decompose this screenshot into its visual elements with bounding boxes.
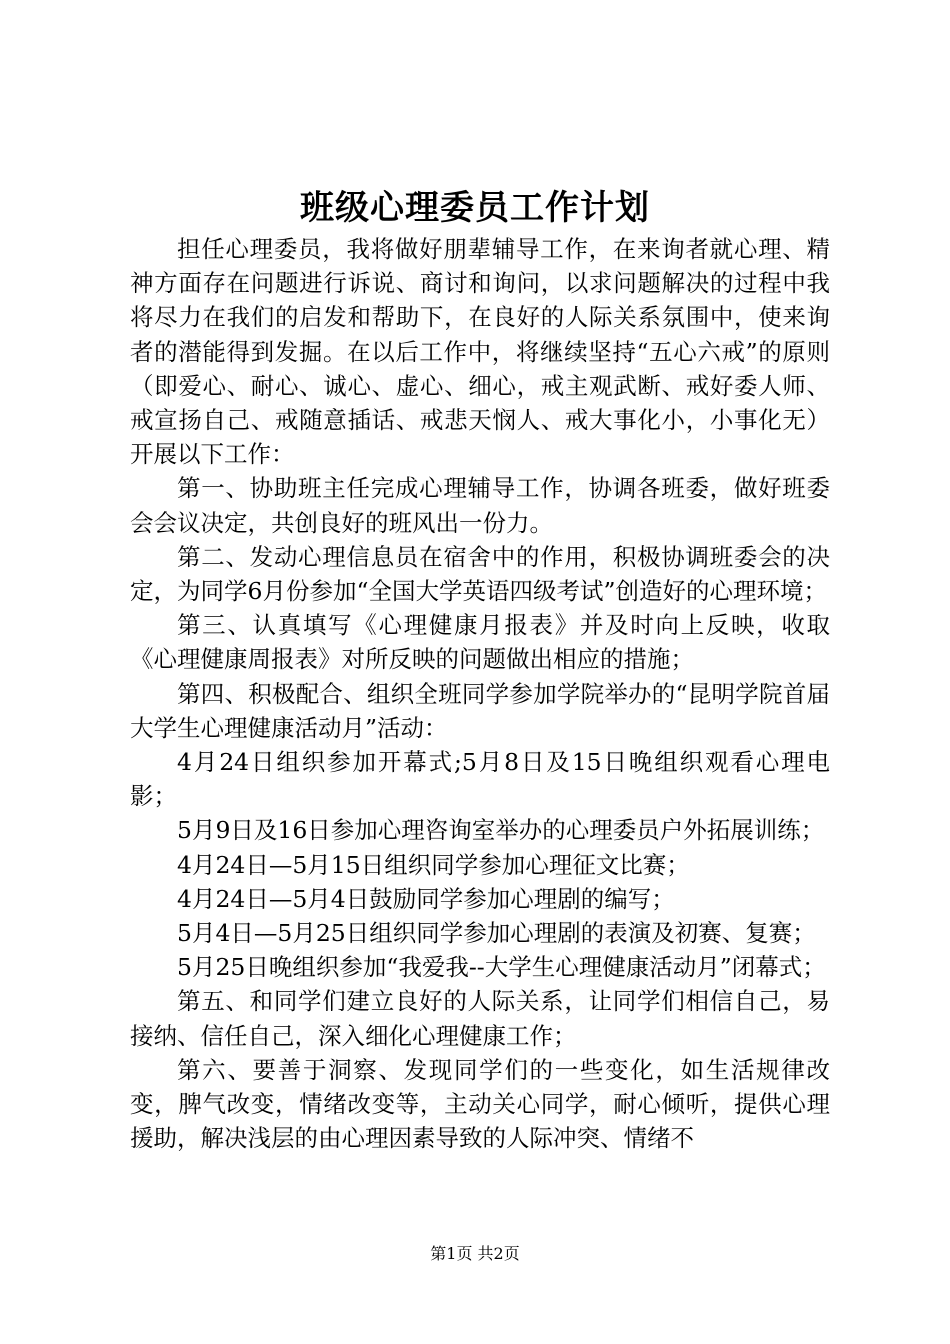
paragraph-item-6: 第六、要善于洞察、发现同学们的一些变化，如生活规律改变，脾气改变，情绪改变等，主动关心同学，耐心倾听，提供心理援助，解决浅层的由心理因素导致的人际冲突、情绪不 bbox=[130, 1055, 830, 1153]
schedule-line: 4月24日—5月4日鼓励同学参加心理剧的编写； bbox=[177, 884, 675, 913]
document-body bbox=[130, 232, 830, 1155]
paragraph-item-4: 第四、积极配合、组织全班同学参加学院举办的“昆明学院首届大学生心理健康活动月”活动： bbox=[130, 679, 830, 742]
page-number: 第1页 共2页 bbox=[430, 1244, 520, 1263]
schedule-line: 4月24日—5月15日组织同学参加心理征文比赛； bbox=[177, 850, 690, 879]
paragraph-item-1: 第一、协助班主任完成心理辅导工作，协调各班委，做好班委会会议决定，共创良好的班风出一份力。 bbox=[130, 474, 830, 537]
schedule-line: 5月4日—5月25日组织同学参加心理剧的表演及初赛、复赛； bbox=[177, 919, 816, 948]
schedule-line: 4月24日组织参加开幕式;5月8日及15日晚组织观看心理电影； bbox=[130, 748, 830, 811]
schedule-line: 5月9日及16日参加心理咨询室举办的心理委员户外拓展训练； bbox=[177, 816, 825, 845]
paragraph-item-2: 第二、发动心理信息员在宿舍中的作用，积极协调班委会的决定，为同学6月份参加“全国大学英语四级考试”创造好的心理环境； bbox=[130, 542, 830, 606]
paragraph-item-3: 第三、认真填写《心理健康月报表》并及时向上反映，收取《心理健康周报表》对所反映的问题做出相应的措施； bbox=[130, 611, 830, 674]
paragraph-item-5: 第五、和同学们建立良好的人际关系，让同学们相信自己，易接纳、信任自己，深入细化心理健康工作； bbox=[130, 987, 830, 1050]
schedule-line: 5月25日晚组织参加“我爱我--大学生心理健康活动月”闭幕式； bbox=[177, 953, 826, 982]
document-title: 班级心理委员工作计划 bbox=[300, 188, 650, 228]
paragraph-intro: 担任心理委员，我将做好朋辈辅导工作，在来询者就心理、精神方面存在问题进行诉说、商讨和询问，以求问题解决的过程中我将尽力在我们的启发和帮助下，在良好的人际关系氛围中，使来询者的潜能得到发掘。在以后工作中，将继续坚持“五心六戒”的原则（即爱心、耐心、诚心、虚心、细心，戒主观武断、戒好委人师、戒宣扬自己、戒随意插话、戒悲天悯人、戒大事化小，小事化无）开展以下工作： bbox=[130, 235, 830, 469]
